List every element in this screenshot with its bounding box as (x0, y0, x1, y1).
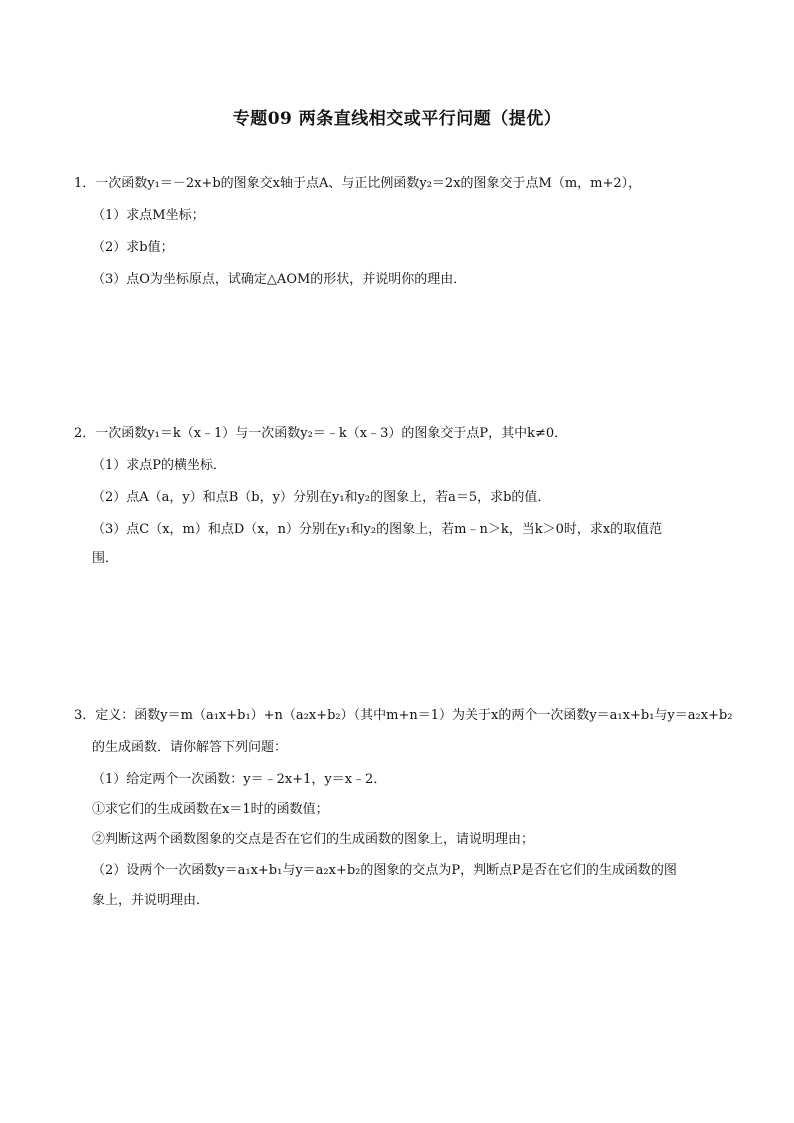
question-2-part-3-continued: 围． (92, 551, 119, 566)
question-3-part-1: （1）给定两个一次函数：y＝﹣2x+1，y＝x﹣2． (92, 772, 387, 787)
question-2-part-1: （1）求点P的横坐标． (92, 458, 227, 473)
question-1-part-2: （2）求b值； (92, 240, 174, 255)
question-2-part-2: （2）点A（a，y）和点B（b，y）分别在y₁和y₂的图象上，若a＝5，求b的值． (92, 490, 551, 505)
question-3-stem-continued: 的生成函数．请你解答下列问题： (92, 740, 288, 755)
question-1-part-1: （1）求点M坐标； (92, 208, 205, 223)
question-3-part-2: （2）设两个一次函数y＝a₁x+b₁与y＝a₂x+b₂的图象的交点为P，判断点P是否在它们的生成函数的图 (92, 863, 677, 878)
question-1-stem: 1．一次函数y₁＝－2x+b的图象交x轴于点A、与正比例函数y₂＝2x的图象交于点M（m，m+2）， (74, 176, 642, 191)
page-title: 专题09 两条直线相交或平行问题（提优） (232, 109, 562, 129)
question-2-part-3: （3）点C（x，m）和点D（x，n）分别在y₁和y₂的图象上，若m﹣n＞k，当k＞0时，求x的取值范 (92, 522, 663, 537)
question-3-stem: 3．定义：函数y＝m（a₁x+b₁）+n（a₂x+b₂）（其中m+n＝1）为关于x的两个一次函数y＝a₁x+b₁与y＝a₂x+b₂ (74, 708, 733, 723)
question-1-part-3: （3）点O为坐标原点，试确定△AOM的形状，并说明你的理由． (92, 272, 467, 287)
question-3-part-1a: ①求它们的生成函数在x＝1时的函数值； (92, 802, 329, 817)
question-2-stem: 2．一次函数y₁＝k（x﹣1）与一次函数y₂＝﹣k（x﹣3）的图象交于点P，其中k≠0． (74, 426, 568, 441)
question-3-part-2-continued: 象上，并说明理由． (92, 893, 210, 908)
question-3-part-1b: ②判断这两个函数图象的交点是否在它们的生成函数的图象上，请说明理由； (92, 832, 535, 847)
